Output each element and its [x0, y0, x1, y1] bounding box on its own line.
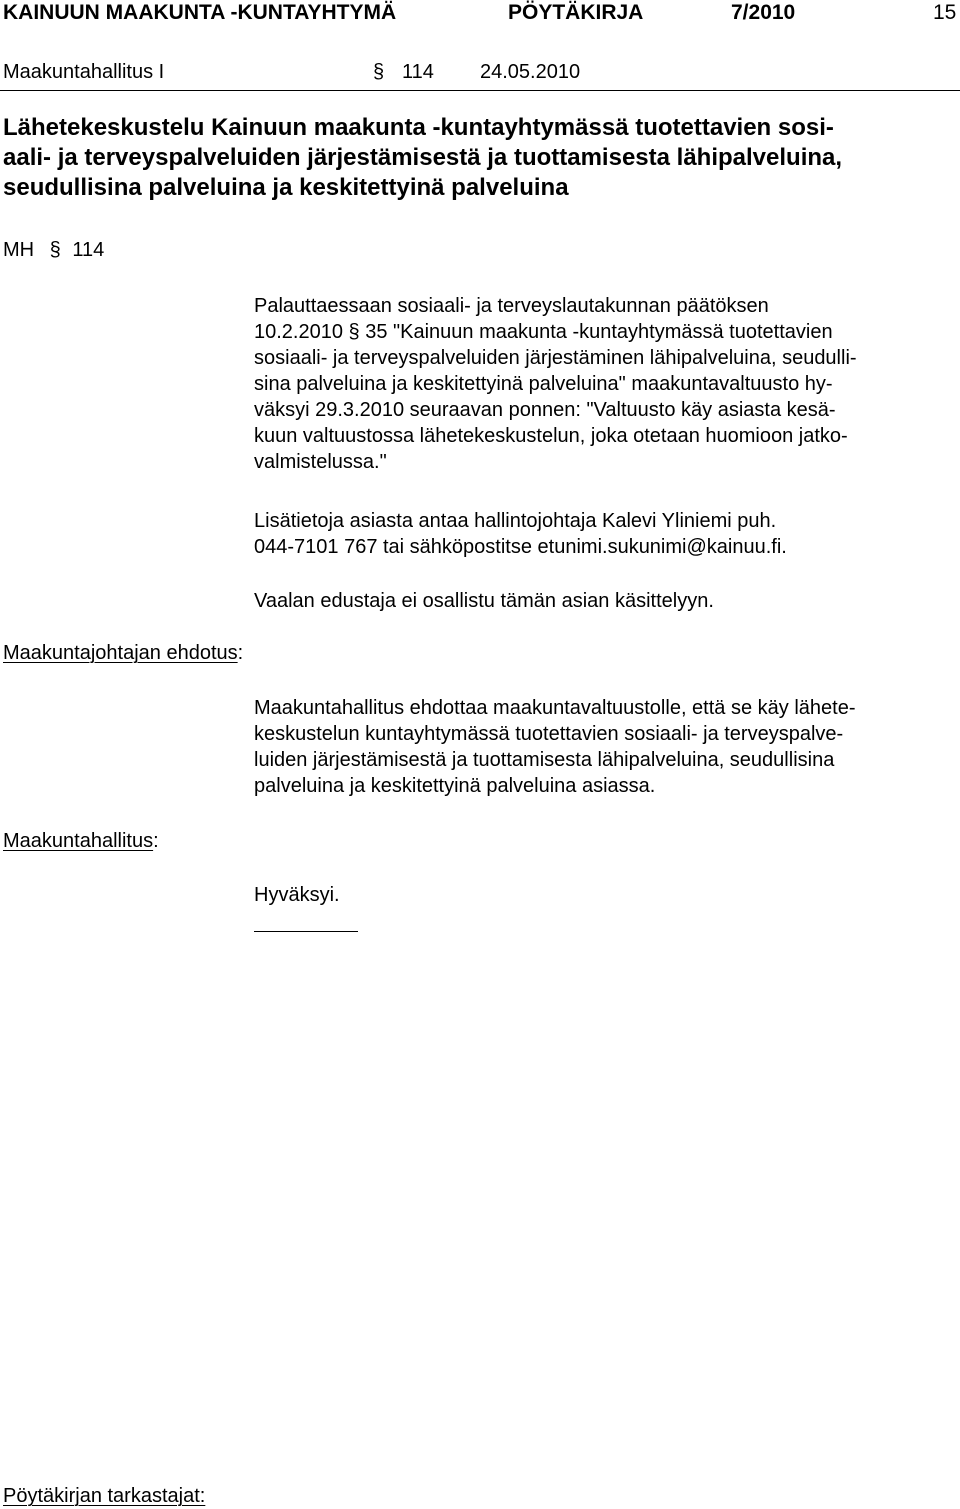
- title-line: Lähetekeskustelu Kainuun maakunta -kuntayhtymässä tuotettavien sosi-: [3, 114, 834, 141]
- document-title: [3, 113, 960, 203]
- paragraph-line: Lisätietoja asiasta antaa hallintojohtaja Kalevi Yliniemi puh.: [254, 510, 777, 532]
- document-type: PÖYTÄKIRJA: [508, 1, 644, 24]
- paragraph-line: Hyväksyi.: [254, 884, 340, 906]
- board-label: [3, 830, 159, 853]
- reviewers-label: Pöytäkirjan tarkastajat:: [3, 1485, 206, 1507]
- paragraph-line: valmistelussa.": [254, 451, 387, 473]
- meeting-body: Maakuntahallitus I: [3, 61, 165, 83]
- paragraph-line: luiden järjestämisestä ja tuottamisesta lähipalveluina, seudullisina: [254, 749, 835, 771]
- header-divider: [0, 90, 960, 91]
- label-colon: :: [237, 642, 244, 664]
- board-label-text: Maakuntahallitus: [3, 830, 154, 852]
- proposer-label: [3, 642, 243, 665]
- document-number: 7/2010: [731, 1, 796, 24]
- reference-prefix: MH: [3, 239, 35, 261]
- proposer-label-text: Maakuntajohtajan ehdotus: [3, 642, 238, 664]
- background-paragraph: [254, 293, 954, 475]
- section-reference: [3, 239, 104, 262]
- section-symbol: §: [373, 61, 385, 83]
- organization-name: KAINUUN MAAKUNTA -KUNTAYHTYMÄ: [3, 1, 397, 24]
- paragraph-line: sina palveluina ja keskitettyinä palveluina" maakuntavaltuusto hy-: [254, 373, 833, 395]
- paragraph-line: väksyi 29.3.2010 seuraavan ponnen: "Valtuusto käy asiasta kesä-: [254, 399, 836, 421]
- disqualification-note: [254, 588, 954, 614]
- reference-number: 114: [72, 239, 105, 261]
- section-number: 114: [402, 61, 434, 83]
- paragraph-line: Vaalan edustaja ei osallistu tämän asian käsittelyyn.: [254, 590, 714, 612]
- paragraph-line: kuun valtuustossa lähetekeskustelun, joka otetaan huomioon jatko-: [254, 425, 848, 447]
- contact-paragraph: [254, 508, 954, 560]
- decision-underline: [254, 931, 358, 932]
- paragraph-line: 10.2.2010 § 35 "Kainuun maakunta -kuntayhtymässä tuotettavien: [254, 321, 833, 343]
- title-line: seudullisina palveluina ja keskitettyinä palveluina: [3, 174, 569, 201]
- label-colon: :: [153, 830, 159, 852]
- paragraph-line: sosiaali- ja terveyspalveluiden järjestäminen lähipalveluina, seudulli-: [254, 347, 857, 369]
- meeting-date: 24.05.2010: [480, 61, 581, 83]
- paragraph-line: Maakuntahallitus ehdottaa maakuntavaltuustolle, että se käy lähete-: [254, 697, 856, 719]
- reference-symbol: §: [49, 239, 61, 261]
- paragraph-line: 044-7101 767 tai sähköpostitse etunimi.sukunimi@kainuu.fi.: [254, 536, 787, 558]
- paragraph-line: palveluina ja keskitettyinä palveluina asiassa.: [254, 775, 656, 797]
- decision-text: [254, 882, 954, 908]
- paragraph-line: Palauttaessaan sosiaali- ja terveyslautakunnan päätöksen: [254, 295, 769, 317]
- paragraph-line: keskustelun kuntayhtymässä tuotettavien sosiaali- ja terveyspalve-: [254, 723, 844, 745]
- title-line: aali- ja terveyspalveluiden järjestämisestä ja tuottamisesta lähipalveluina,: [3, 144, 843, 171]
- proposal-paragraph: [254, 695, 954, 799]
- page-number: 15: [933, 1, 957, 24]
